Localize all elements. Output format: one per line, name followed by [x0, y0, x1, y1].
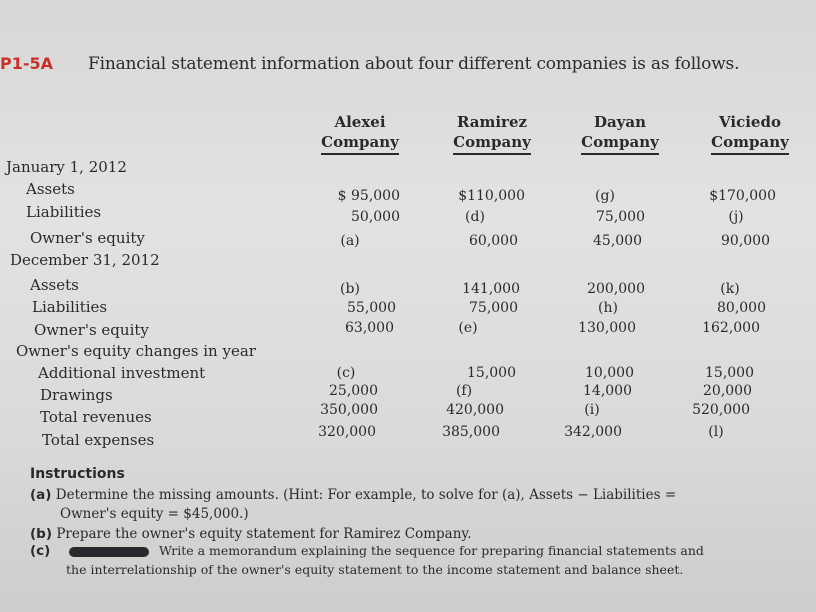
column-name: Viciedo [719, 113, 781, 131]
value-cell: 63,000 [345, 320, 394, 336]
column-name: Dayan [593, 113, 647, 131]
column-subname: Company [581, 132, 659, 155]
row-label: Total expenses [42, 431, 155, 449]
value-cell: 342,000 [564, 424, 622, 440]
problem-title: Financial statement information about four different companies is as follows. [88, 54, 740, 74]
value-cell: (h) [598, 300, 618, 316]
value-cell: (e) [458, 320, 478, 336]
value-cell: $170,000 [709, 188, 776, 204]
value-cell: 320,000 [318, 424, 376, 440]
instructions-title: Instructions [30, 466, 125, 482]
redaction-bar [69, 547, 149, 557]
column-header-alexei [305, 112, 415, 155]
instruction-letter: (a) [30, 487, 52, 503]
value-cell: 15,000 [705, 365, 754, 381]
section-january: January 1, 2012 [6, 158, 127, 176]
value-cell: 162,000 [702, 320, 760, 336]
instruction-c [30, 543, 704, 559]
column-header-viciedo [695, 112, 805, 155]
value-cell: 10,000 [585, 365, 634, 381]
value-cell: (c) [336, 365, 356, 381]
row-label: Owner's equity [30, 229, 145, 247]
instruction-letter: (c) [30, 543, 51, 559]
section-changes: Owner's equity changes in year [16, 342, 256, 360]
value-cell: 385,000 [442, 424, 500, 440]
row-label: Liabilities [32, 298, 108, 316]
value-cell: (l) [708, 424, 724, 440]
column-header-dayan [565, 112, 675, 155]
value-cell: 15,000 [467, 365, 516, 381]
value-cell: 200,000 [587, 281, 645, 297]
value-cell: 45,000 [593, 233, 642, 249]
value-cell: 55,000 [347, 300, 396, 316]
value-cell: 130,000 [578, 320, 636, 336]
problem-id: P1-5A [0, 54, 54, 73]
value-cell: (f) [455, 383, 473, 399]
instruction-a [30, 487, 676, 503]
value-cell: 14,000 [583, 383, 632, 399]
value-cell: (d) [465, 209, 485, 225]
value-cell: 520,000 [692, 402, 750, 418]
row-label: Additional investment [38, 364, 206, 382]
row-label: Assets [30, 276, 79, 294]
value-cell: (a) [340, 233, 360, 249]
value-cell: (k) [720, 281, 740, 297]
value-cell: (i) [584, 402, 600, 418]
row-label: Total revenues [40, 408, 152, 426]
value-cell: 350,000 [320, 402, 378, 418]
value-cell: $ 95,000 [337, 188, 400, 204]
value-cell: 20,000 [703, 383, 752, 399]
section-december: December 31, 2012 [10, 251, 160, 269]
value-cell: 60,000 [469, 233, 518, 249]
value-cell: 90,000 [721, 233, 770, 249]
value-cell: 141,000 [462, 281, 520, 297]
instruction-text: Determine the missing amounts. (Hint: For example, to solve for (a), Assets − Liabilities = [55, 487, 677, 503]
value-cell: 80,000 [717, 300, 766, 316]
value-cell: 50,000 [351, 209, 400, 225]
instruction-c-cont: the interrelationship of the owner's equity statement to the income statement and balance sheet. [66, 562, 684, 577]
value-cell: 75,000 [596, 209, 645, 225]
value-cell: (g) [595, 188, 615, 204]
value-cell: $110,000 [458, 188, 525, 204]
value-cell: (b) [340, 281, 360, 297]
row-label: Drawings [40, 386, 113, 404]
problem-header [0, 52, 816, 82]
instruction-a-cont: Owner's equity = $45,000.) [60, 506, 249, 522]
row-label: Liabilities [26, 203, 102, 221]
column-subname: Company [711, 132, 789, 155]
value-cell: (j) [728, 209, 744, 225]
value-cell: 25,000 [329, 383, 378, 399]
row-label: Owner's equity [34, 321, 149, 339]
row-label: Assets [26, 180, 75, 198]
instruction-text: Prepare the owner's equity statement for Ramirez Company. [56, 526, 472, 542]
column-name: Alexei [334, 113, 386, 131]
column-header-ramirez [437, 112, 547, 155]
instruction-letter: (b) [30, 526, 53, 542]
column-name: Ramirez [456, 113, 528, 131]
column-subname: Company [321, 132, 399, 155]
instruction-b [30, 526, 472, 542]
instruction-text: Write a memorandum explaining the sequence for preparing financial statements and [158, 543, 704, 558]
value-cell: 420,000 [446, 402, 504, 418]
value-cell: 75,000 [469, 300, 518, 316]
column-subname: Company [453, 132, 531, 155]
